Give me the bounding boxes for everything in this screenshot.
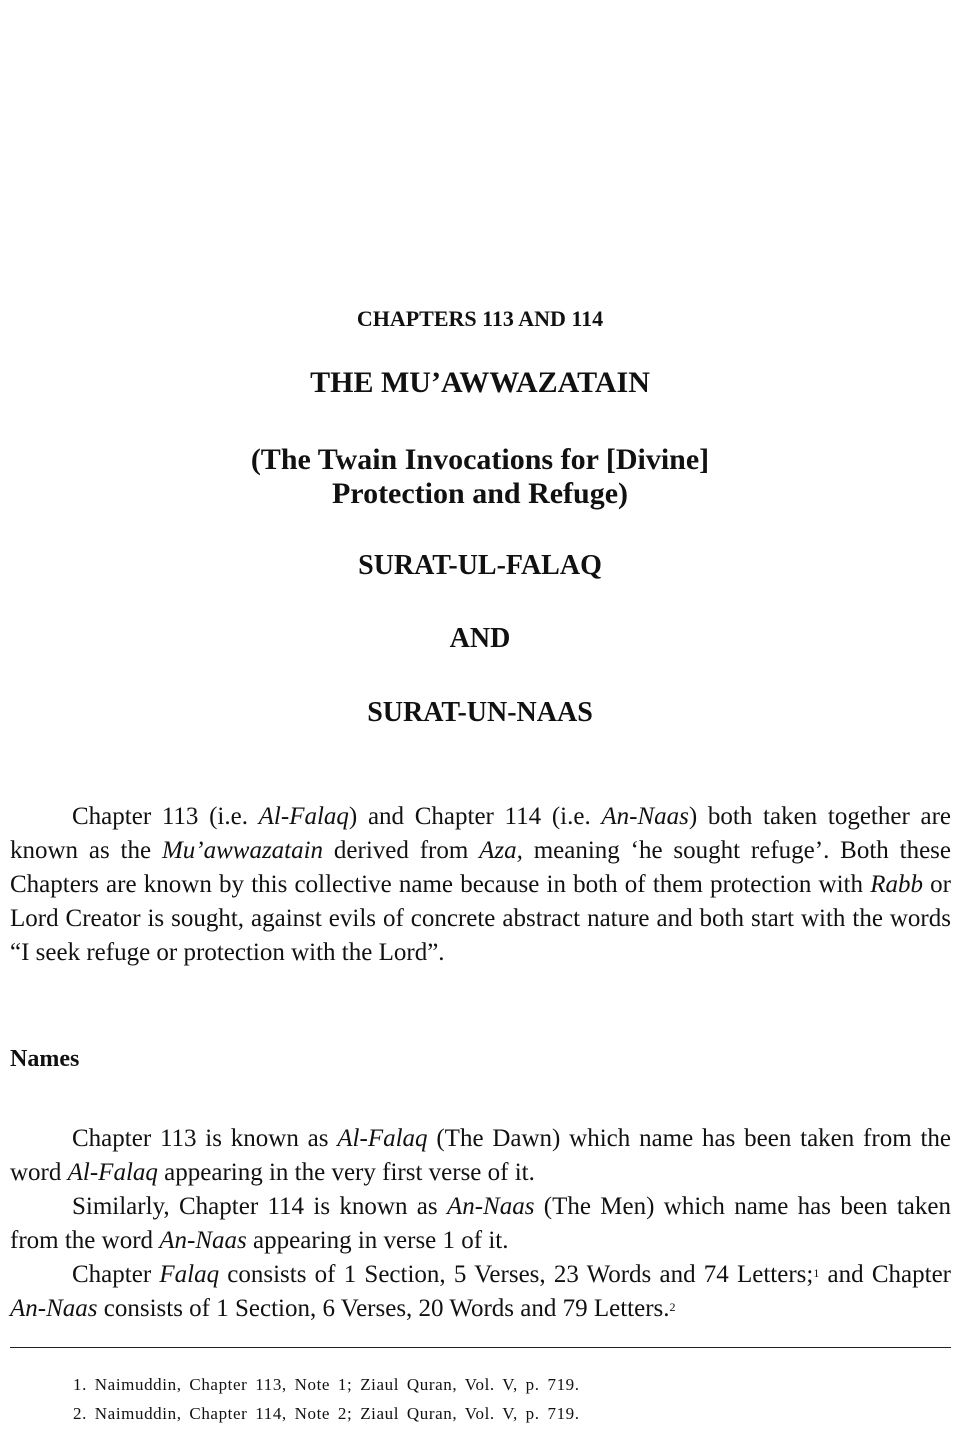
names-paragraph-1 xyxy=(10,1122,951,1190)
intro-paragraph xyxy=(10,800,951,970)
text-run: consists of 1 Section, 5 Verses, 23 Words and 74 Letters; xyxy=(219,1261,814,1288)
text-run: Chapter xyxy=(72,1261,160,1288)
text-run: appearing in verse 1 of it. xyxy=(246,1227,509,1254)
text-run: Similarly, Chapter 114 is known as xyxy=(72,1193,447,1220)
footnote-ref: 1 xyxy=(813,1266,820,1280)
text-run: (The Men) which name has been taken from the word xyxy=(10,1193,951,1254)
and-heading: AND xyxy=(449,623,511,654)
text-run: Chapter 113 (i.e. xyxy=(72,803,259,830)
subtitle-line-1: (The Twain Invocations for [Divine] xyxy=(250,443,710,476)
names-heading: Names xyxy=(10,1046,80,1072)
text-run: ) and Chapter 114 (i.e. xyxy=(348,803,602,830)
italic-term: An-Naas xyxy=(10,1295,98,1322)
italic-term: Aza, xyxy=(479,837,523,864)
names-section xyxy=(10,1122,951,1326)
italic-term: Al-Falaq xyxy=(337,1125,428,1152)
italic-term: An-Naas xyxy=(601,803,689,830)
surah-falaq-heading: SURAT-UL-FALAQ xyxy=(358,550,602,581)
intro-section xyxy=(10,800,951,970)
footnotes xyxy=(73,1370,940,1428)
italic-term: An-Naas xyxy=(159,1227,247,1254)
italic-term: Falaq xyxy=(159,1261,220,1288)
names-paragraph-2 xyxy=(10,1190,951,1258)
text-run: or Lord Creator is sought, against evils of concrete abstract nature and both start with the words “I seek refuge or protection with the Lord”. xyxy=(10,871,951,966)
chapters-heading: CHAPTERS 113 AND 114 xyxy=(356,306,604,331)
subtitle xyxy=(0,443,960,511)
text-run: appearing in the very first verse of it. xyxy=(157,1159,535,1186)
text-run: derived from xyxy=(323,837,480,864)
surah-naas-heading: SURAT-UN-NAAS xyxy=(367,697,593,728)
text-run: and Chapter xyxy=(819,1261,951,1288)
italic-term: Al-Falaq xyxy=(67,1159,158,1186)
names-paragraph-3 xyxy=(10,1258,951,1326)
italic-term: Al-Falaq xyxy=(258,803,349,830)
footnote-1: 1. Naimuddin, Chapter 113, Note 1; Ziaul Quran, Vol. V, p. 719. xyxy=(73,1375,580,1394)
text-run: meaning ‘he sought refuge’. Both these Chapters are known by this collective name because in both of them protection with xyxy=(10,837,952,898)
text-run: ) both taken together are known as the xyxy=(10,803,951,864)
footnote-ref: 2 xyxy=(669,1300,676,1314)
footnote-2: 2. Naimuddin, Chapter 114, Note 2; Ziaul Quran, Vol. V, p. 719. xyxy=(73,1404,580,1423)
text-run: Chapter 113 is known as xyxy=(72,1125,338,1152)
text-run: consists of 1 Section, 6 Verses, 20 Words and 79 Letters. xyxy=(97,1295,670,1322)
subtitle-line-2: Protection and Refuge) xyxy=(331,477,629,510)
footnote-divider xyxy=(10,1347,951,1348)
italic-term: An-Naas xyxy=(446,1193,535,1220)
page-title: THE MU’AWWAZATAIN xyxy=(310,366,650,399)
text-run: (The Dawn) which name has been taken from the word xyxy=(10,1125,951,1186)
italic-term: Mu’awwazatain xyxy=(161,837,324,864)
italic-term: Rabb xyxy=(870,871,923,898)
